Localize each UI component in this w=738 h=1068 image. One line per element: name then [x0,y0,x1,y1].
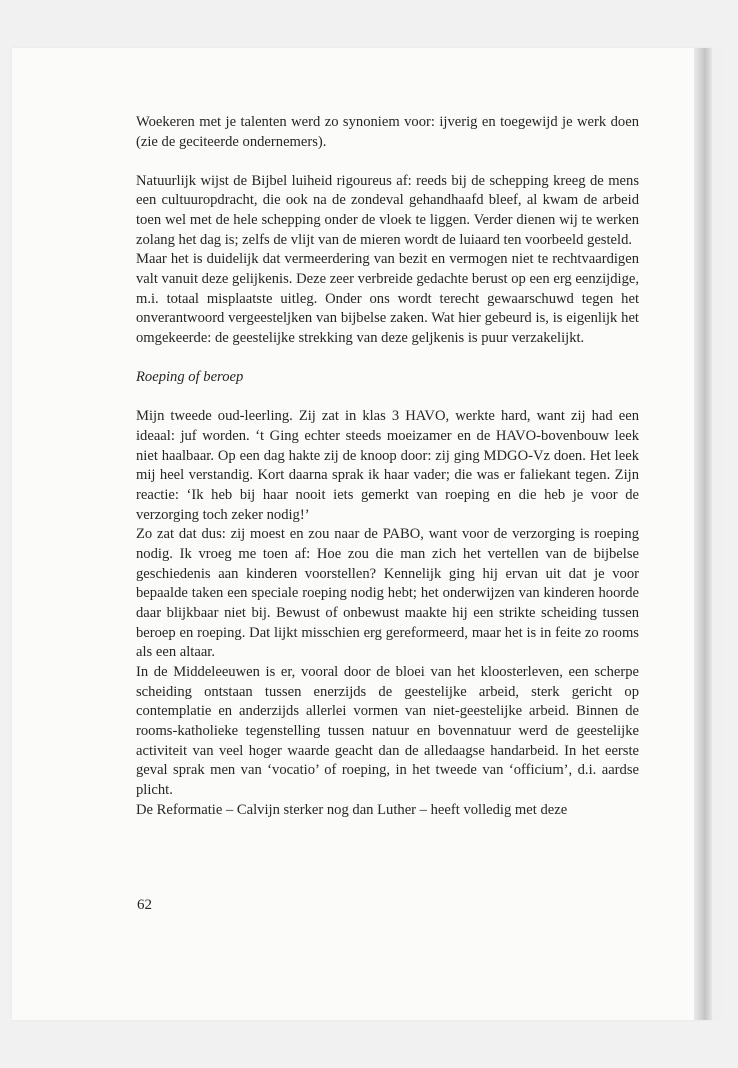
paragraph-maar: Maar het is duidelijk dat vermeerdering van bezit en vermogen niet te rechtvaardigen valt vanuit deze gelijkenis. Deze zeer verbreide gedachte berust op een erg eenzijdige, m.i. totaal misplaatste uitleg. Onder ons wordt terecht gewaarschuwd tegen het onverantwoord vergeesteljken van bijbelse zaken. Wat hier gebeurd is, is eigenlijk het omgekeerde: de geestelijke strekking van deze geljkenis is puur verzakelijkt. [136,251,639,347]
paragraph-pabo: Zo zat dat dus: zij moest en zou naar de PABO, want voor de verzorging is roeping nodig. Ik vroeg me toen af: Hoe zou die man zich het vertellen van de bijbelse geschiedenis aan kinderen voorstellen? Kennelijk ging hij ervan uit dat je voor bepaalde taken een speciale roeping nodig hebt; het onderwijzen van kinderen hoorde daar blijkbaar niet bij. Bewust of onbewust maakte hij een strikte scheiding tussen beroep en roeping. Dat lijkt misschien erg gereformeerd, maar het is in feite zo rooms als een altaar. [136,526,639,661]
section-heading: Roeping of beroep [136,369,244,386]
paragraph-gap [136,388,639,408]
paragraph-gap [136,152,639,172]
page-number: 62 [137,897,152,913]
paragraph-oud-leerling: Mijn tweede oud-leerling. Zij zat in klas 3 HAVO, werkte hard, want zij had een ideaal: juf worden. ‘t Ging echter steeds moeizamer en de HAVO-bovenbouw leek niet haalbaar. Op een dag hakte zij de knoop door: zij ging MDGO-Vz doen. Het leek mij heel verstandig. Kort daarna sprak ik haar vader; die was er faliekant tegen. Zijn reactie: ‘Ik heb bij haar nooit iets gemerkt van roeping en die heb je voor de verzorging toch zeker nodig!’ [136,408,639,523]
paragraph-woekeren: Woekeren met je talenten werd zo synoniem voor: ijverig en toegewijd je werk doen (zie de geciteerde ondernemers). [136,114,639,150]
paragraph-natuurlijk: Natuurlijk wijst de Bijbel luiheid rigoureus af: reeds bij de schepping kreeg de mens een cultuuropdracht, die ook na de zondeval gehandhaafd bleef, al kwam de arbeid toen wel met de hele schepping onder de vloek te liggen. Verder dienen wij te werken zolang het dag is; zelfs de vlijt van de mieren wordt de luiaard ten voorbeeld gesteld. [136,172,639,248]
paragraph-middeleeuwen: In de Middeleeuwen is er, vooral door de bloei van het kloosterleven, een scherpe scheiding ontstaan tussen enerzijds de geestelijke arbeid, sterk gericht op contemplatie en anderzijds allerlei vormen van niet-geestelijke arbeid. Binnen de rooms-katholieke tegenstelling tussen natuur en bovennatuur werd de geestelijke activiteit van veel hoger waarde geacht dan de alledaagse handarbeid. In het eerste geval sprak men van ‘vocatio’ of roeping, in het tweede van ‘officium’, d.i. aardse plicht. [136,663,639,798]
body-text [136,113,639,820]
paragraph-reformatie: De Reformatie – Calvijn sterker nog dan Luther – heeft volledig met deze [136,801,568,818]
paragraph-gap [136,349,639,369]
book-spine-shadow [694,48,712,1020]
book-edge [712,48,724,1020]
